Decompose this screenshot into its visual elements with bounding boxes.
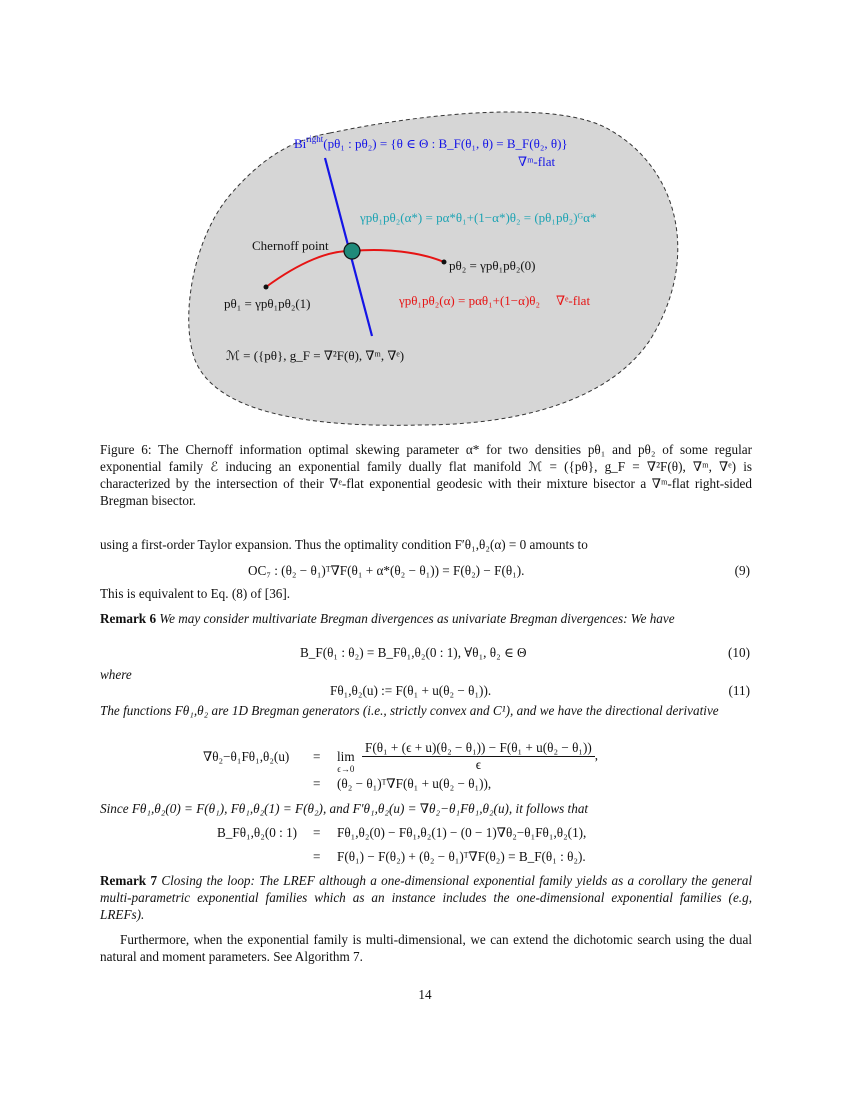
paragraph-furthermore: Furthermore, when the exponential family is multi-dimensional, we can extend the dichotomic search using the dual natural and moment parameters. See Algorithm 7. [100, 932, 752, 964]
equation-10-number: (10) [728, 645, 750, 660]
manifold-label: ℳ = ({pθ}, g_F = ∇²F(θ), ∇ᵐ, ∇ᵉ) [226, 348, 405, 363]
lim-operator: lim [337, 749, 355, 764]
equation-10: B_F(θ₁ : θ₂) = B_Fθ₁,θ₂(0 : 1), ∀θ₁, θ₂ ∈ Θ [300, 645, 527, 660]
bisector-label: $Bi^{right}(p\theta_1$ : pθ₂) = {θ ∈ Θ : B_F(θ₁, θ) = B_F(θ₂, θ)} [294, 134, 568, 151]
figure-caption [100, 441, 752, 509]
remark-6-label: Remark 6 [100, 611, 157, 626]
lim-subscript: ϵ→0 [337, 764, 355, 774]
paragraph-since: Since Fθ₁,θ₂(0) = F(θ₁), Fθ₁,θ₂(1) = F(θ₂), and F′θ₁,θ₂(u) = ∇θ₂−θ₁Fθ₁,θ₂(u), it follows that [100, 801, 589, 816]
equation-directional-eq2: = [313, 776, 321, 791]
equation-11-number: (11) [728, 683, 750, 698]
remark-7-label: Remark 7 [100, 873, 158, 888]
equation-9-number: (9) [734, 563, 750, 578]
geodesic-flat-label: ∇ᵉ-flat [556, 293, 591, 308]
fraction-denominator: ϵ [475, 757, 482, 772]
caption-label: Figure 6: [100, 442, 152, 457]
manifold-region [189, 112, 678, 425]
p2-label: pθ₂ = γpθ₁pθ₂(0) [449, 258, 536, 273]
p1-point [264, 285, 269, 290]
equation-bregman-eq2: = [313, 849, 321, 864]
equation-bregman-row2: F(θ₁) − F(θ₂) + (θ₂ − θ₁)ᵀ∇F(θ₂) = B_F(θ₁ : θ₂). [337, 849, 586, 864]
paragraph-1d-generators: The functions Fθ₁,θ₂ are 1D Bregman generators (i.e., strictly convex and C¹), and we have the directional derivative [100, 703, 719, 718]
equation-bregman-eq1: = [313, 825, 321, 840]
fraction-numerator: F(θ₁ + (ϵ + u)(θ₂ − θ₁)) − F(θ₁ + u(θ₂ − θ₁)) [362, 740, 595, 757]
remark-6 [100, 610, 752, 627]
equation-directional-fraction: $\frac{\text{F(θ₁ + (ϵ + u)(θ₂ − θ₁)) − F(θ₁ + u(θ₂ − θ₁))}}{\epsilon}$ , [362, 740, 598, 773]
equation-bregman-lhs: B_Fθ₁,θ₂(0 : 1) [217, 825, 298, 840]
equation-bregman-row1: Fθ₁,θ₂(0) − Fθ₁,θ₂(1) − (0 − 1)∇θ₂−θ₁Fθ₁,θ₂(1), [337, 825, 587, 840]
bisector-flat-label: ∇ᵐ-flat [518, 154, 556, 169]
remark-7 [100, 872, 752, 923]
paragraph-equivalent: This is equivalent to Eq. (8) of [36]. [100, 586, 291, 601]
equation-9: OC₇ : (θ₂ − θ₁)ᵀ∇F(θ₁ + α*(θ₂ − θ₁)) = F(θ₂) − F(θ₁). [248, 563, 525, 578]
chernoff-point-marker [344, 243, 360, 259]
paragraph-taylor: using a first-order Taylor expansion. Thus the optimality condition F′θ₁,θ₂(α) = 0 amounts to [100, 537, 588, 552]
p2-point [442, 260, 447, 265]
equation-directional-lhs: ∇θ₂−θ₁Fθ₁,θ₂(u) [203, 749, 290, 764]
geodesic-label: γpθ₁pθ₂(α) = pαθ₁+(1−α)θ₂ [399, 293, 541, 308]
page-number: 14 [418, 987, 432, 1002]
figure-6-diagram [0, 0, 850, 440]
equation-directional-eq1: = [313, 749, 321, 764]
where-text: where [100, 667, 132, 682]
p1-label: pθ₁ = γpθ₁pθ₂(1) [224, 296, 311, 311]
equation-directional-row2: (θ₂ − θ₁)ᵀ∇F(θ₁ + u(θ₂ − θ₁)), [337, 776, 492, 791]
remark-6-text: We may consider multivariate Bregman divergences as univariate Bregman divergences: We have [159, 611, 675, 626]
geodesic-star-label: γpθ₁pθ₂(α*) = pα*θ₁+(1−α*)θ₂ = (pθ₁pθ₂)ᴳα* [360, 210, 597, 225]
remark-7-text: Closing the loop: The LREF although a one-dimensional exponential family yields as a corollary the general multi-parametric exponential families which as an instance includes the one-dimensional exponential families (e.g, LREFs). [100, 873, 752, 922]
caption-text: The Chernoff information optimal skewing parameter α* for two densities pθ₁ and pθ₂ of some regular exponential family ℰ inducing an exponential family dually flat manifold ℳ = ({pθ}, g_F = ∇²F(θ), ∇ᵐ, ∇ᵉ) is characterized by the intersection of their ∇ᵉ-flat exponential geodesic with their mixture bisector a ∇ᵐ-flat right-sided Bregman bisector. [100, 442, 752, 508]
equation-11: Fθ₁,θ₂(u) := F(θ₁ + u(θ₂ − θ₁)). [330, 683, 492, 698]
equation-directional-lim [337, 749, 355, 774]
chernoff-point-label: Chernoff point [252, 238, 329, 253]
